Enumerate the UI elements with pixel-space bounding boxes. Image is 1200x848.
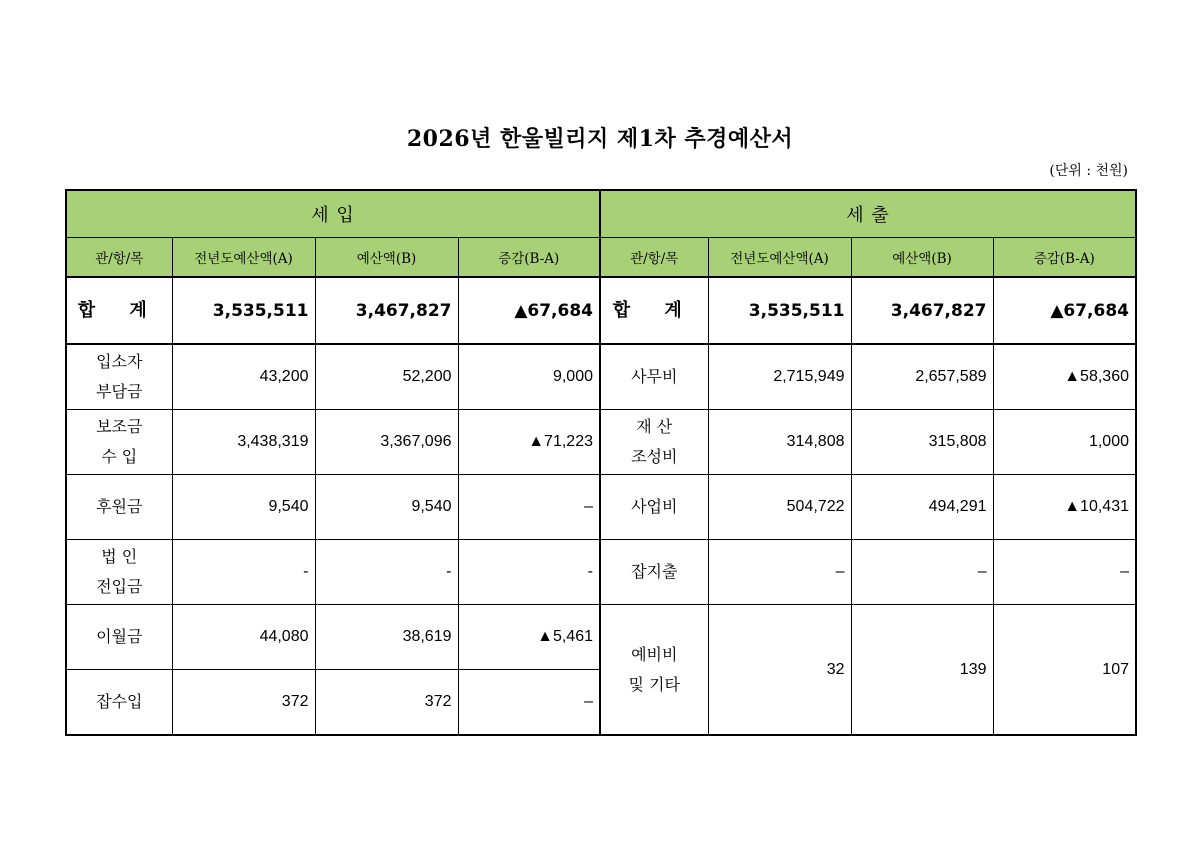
expense-prev-cell: 314,808 <box>708 410 851 475</box>
expense-budget-cell: 2,657,589 <box>851 344 993 410</box>
column-header: 예산액(B) <box>851 238 993 278</box>
expense-total-diff: ▲67,684 <box>993 277 1136 344</box>
income-prev-cell: - <box>172 540 315 605</box>
expense-item-label: 재 산 조성비 <box>600 410 708 475</box>
income-item-label: 후원금 <box>66 475 172 540</box>
expense-prev-cell: – <box>708 540 851 605</box>
expense-budget-cell: – <box>851 540 993 605</box>
income-prev-cell: 9,540 <box>172 475 315 540</box>
expense-section-title: 세 출 <box>600 190 1136 238</box>
income-diff-cell: – <box>458 475 600 540</box>
column-header: 전년도예산액(A) <box>708 238 851 278</box>
column-header: 전년도예산액(A) <box>172 238 315 278</box>
income-prev-cell: 3,438,319 <box>172 410 315 475</box>
expense-prev-cell: 32 <box>708 605 851 736</box>
expense-prev-cell: 2,715,949 <box>708 344 851 410</box>
income-budget-cell: 3,367,096 <box>315 410 458 475</box>
expense-budget-cell: 494,291 <box>851 475 993 540</box>
income-item-label: 이월금 <box>66 605 172 670</box>
expense-item-label: 잡지출 <box>600 540 708 605</box>
expense-diff-cell: ▲10,431 <box>993 475 1136 540</box>
income-item-label: 법 인 전입금 <box>66 540 172 605</box>
income-total-prev: 3,535,511 <box>172 277 315 344</box>
expense-diff-cell: 1,000 <box>993 410 1136 475</box>
column-header: 관/항/목 <box>66 238 172 278</box>
income-budget-cell: 38,619 <box>315 605 458 670</box>
income-item-label: 입소자 부담금 <box>66 344 172 410</box>
income-diff-cell: ▲5,461 <box>458 605 600 670</box>
column-header: 증감(B-A) <box>458 238 600 278</box>
expense-item-label: 예비비 및 기타 <box>600 605 708 736</box>
income-total-label: 합 계 <box>66 277 172 344</box>
total-row <box>66 277 1136 344</box>
expense-item-label: 사무비 <box>600 344 708 410</box>
income-total-diff: ▲67,684 <box>458 277 600 344</box>
column-header: 증감(B-A) <box>993 238 1136 278</box>
unit-note: (단위 : 천원) <box>1049 163 1128 179</box>
expense-prev-cell: 504,722 <box>708 475 851 540</box>
expense-total-prev: 3,535,511 <box>708 277 851 344</box>
expense-total-label: 합 계 <box>600 277 708 344</box>
income-budget-cell: 52,200 <box>315 344 458 410</box>
page-title: 2026년 한울빌리지 제1차 추경예산서 <box>406 126 794 152</box>
section-header-row <box>66 190 1136 238</box>
table-row <box>66 410 1136 475</box>
income-budget-cell: - <box>315 540 458 605</box>
expense-item-label: 사업비 <box>600 475 708 540</box>
income-total-budget: 3,467,827 <box>315 277 458 344</box>
table-row <box>66 605 1136 670</box>
income-prev-cell: 44,080 <box>172 605 315 670</box>
income-diff-cell: – <box>458 670 600 736</box>
expense-diff-cell: – <box>993 540 1136 605</box>
income-item-label: 잡수입 <box>66 670 172 736</box>
income-budget-cell: 9,540 <box>315 475 458 540</box>
expense-diff-cell: 107 <box>993 605 1136 736</box>
income-prev-cell: 372 <box>172 670 315 736</box>
expense-budget-cell: 139 <box>851 605 993 736</box>
income-diff-cell: - <box>458 540 600 605</box>
income-section-title: 세 입 <box>66 190 600 238</box>
table-row <box>66 344 1136 410</box>
table-row <box>66 475 1136 540</box>
income-diff-cell: 9,000 <box>458 344 600 410</box>
expense-diff-cell: ▲58,360 <box>993 344 1136 410</box>
budget-table <box>65 189 1137 736</box>
expense-total-budget: 3,467,827 <box>851 277 993 344</box>
income-diff-cell: ▲71,223 <box>458 410 600 475</box>
expense-budget-cell: 315,808 <box>851 410 993 475</box>
income-prev-cell: 43,200 <box>172 344 315 410</box>
column-header: 관/항/목 <box>600 238 708 278</box>
income-item-label: 보조금 수 입 <box>66 410 172 475</box>
table-row <box>66 540 1136 605</box>
column-header: 예산액(B) <box>315 238 458 278</box>
income-budget-cell: 372 <box>315 670 458 736</box>
column-header-row <box>66 238 1136 278</box>
